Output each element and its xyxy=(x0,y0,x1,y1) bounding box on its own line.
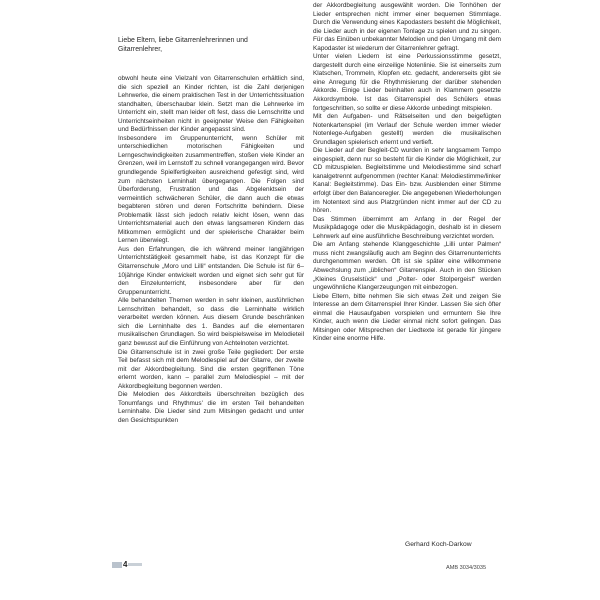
page-number-bar xyxy=(112,562,122,568)
catalog-code: AMB 3034/3035 xyxy=(446,565,487,571)
right-column xyxy=(313,2,501,344)
left-column xyxy=(118,75,304,425)
paragraph: Die Lieder auf der Begleit-CD wurden in sehr langsamem Tempo eingespielt, denn nur so besteht für die Kinder die Möglichkeit, zur CD mitzuspielen. Begleitstimme und Melodiestimme sind scharf kanalgetrennt aufgenommen (rechter Kanal: Melodiestimme/linker Kanal: Begleitstimme). Das Ein- bzw. Ausblenden einer Stimme erfolgt über den Balanceregler. Die angegebenen Wiederholungen im Notentext sind aus Platzgründen nicht immer auf der CD zu hören. xyxy=(313,147,501,215)
page-number: 4 xyxy=(123,560,128,569)
paragraph: Die am Anfang stehende Klanggeschichte „Lilli unter Palmen“ muss nicht zwangsläufig auch am Beginn des Gitarrenunterrichts durchgenommen werden. Oft ist sie später eine willkommene Abwechslung zum „üblichen“ Gitarrenspiel. Auch in den Stücken „Kleines Gruselstück“ und „Polter- oder Stolpergeist“ werden ungewöhnliche Klangerzeugungen mit einbezogen. xyxy=(313,241,501,292)
paragraph: Aus den Erfahrungen, die ich während meiner langjährigen Unterrichtstätigkeit gesammelt habe, ist das Konzept für die Gitarrenschule „Moro und Lilli“ entstanden. Die Schule ist für 6–10jährige Kinder entwickelt worden und eignet sich sehr gut für den Einzelunterricht, insbesondere aber für den Gruppenunterricht. xyxy=(118,245,304,296)
paragraph: Mit den Aufgaben- und Rätselseiten und den beigefügten Notenkartenspiel (im Verlauf der Schule werden immer wieder Notenlege-Aufgaben gestellt) werden die musikalischen Grundlagen spielerisch erlernt und vertieft. xyxy=(313,113,501,146)
paragraph: obwohl heute eine Vielzahl von Gitarrenschulen erhältlich sind, die sich speziell an Kinder richten, ist die Zahl derjenigen Lehrwerke, die einem praktischen Test in der Unterrichtssituation standhalten, überschaubar klein. Setzt man die Lehrwerke im Unterricht ein, stellt man leider oft fest, dass die Lernschritte und Unterrichtseinheiten nicht in geeigneter Weise den Fähigkeiten und Bedürfnissen der Kinder angepasst sind. xyxy=(118,75,304,134)
paragraph: Die Melodien des Akkordteils überschreiten bezüglich des Tonumfangs und Rhythmus' die im ersten Teil behandelten Lerninhalte. Die Lieder sind zum Mitsingen gedacht und unter den Gesichtspunkten xyxy=(118,391,304,424)
greeting-line-1: Liebe Eltern, liebe Gitarrenlehrerinnen und xyxy=(118,37,248,44)
page-number-badge xyxy=(112,560,142,569)
paragraph: Die Gitarrenschule ist in zwei große Teile gegliedert: Der erste Teil befasst sich mit dem Melodiespiel auf der Gitarre, der zweite mit der Akkordbegleitung. Sind die ersten gegriffenen Töne erlernt worden, kann – parallel zum Melodiespiel – mit der Akkordbegleitung begonnen werden. xyxy=(118,348,304,390)
paragraph: Das Stimmen übernimmt am Anfang in der Regel der Musikpädagoge oder die Musikpädagogin, deshalb ist in diesem Lehrwerk auf eine ausführliche Beschreibung verzichtet worden. xyxy=(313,215,501,240)
paragraph: Liebe Eltern, bitte nehmen Sie sich etwas Zeit und zeigen Sie Interesse an dem Gitarrenspiel Ihrer Kinder. Lassen Sie sich öfter einmal die Hausaufgaben vorspielen und ermuntern Sie Ihre Kinder, auch wenn die Lieder einmal nicht sofort gelingen. Das Mitsingen oder Mitsprechen der Liedtexte ist gerade für jüngere Kinder eine enorme Hilfe. xyxy=(313,292,501,343)
paragraph: Insbesondere im Gruppenunterricht, wenn Schüler mit unterschiedlichen motorischen Fähigkeiten und Lerngeschwindigkeiten zusammentreffen, stoßen viele Kinder an Grenzen, weil im Lernstoff zu schnell vorangegangen wird. Bevor grundlegende Spielfertigkeiten ausreichend gefestigt sind, wird zum nächsten Lerninhalt übergegangen. Die Folgen sind Überforderung, Frustration und das Abgelenktsein der vermeintlich schwächeren Schüler, die dann auch die etwas begabteren stören und deren Fortschritte behindern. Diese Problematik lässt sich jedoch relativ leicht lösen, wenn das Unterrichtsmaterial auch den etwas langsameren Kindern das Mitkommen ermöglicht und der spielerische Charakter beim Lernen überwiegt. xyxy=(118,134,304,245)
paragraph: der Akkordbegleitung ausgewählt worden. Die Tonhöhen der Lieder entsprechen nicht immer einer bequemen Stimmlage. Durch die Verwendung eines Kapodasters besteht die Möglichkeit, die Lieder auch in der eigenen Tonlage zu spielen und zu singen. Für das Einüben unbekannter Melodien und den Umgang mit dem Kapodaster ist wiederum der Gitarrenlehrer gefragt. xyxy=(313,2,501,52)
paragraph: Alle behandelten Themen werden in sehr kleinen, ausführlichen Lernschritten behandelt, so dass die Lerninhalte wirklich verarbeitet werden können. Aus diesem Grunde beschränken sich die Lerninhalte des 1. Bandes auf die elementaren musikalischen Grundlagen. So wird beispielsweise im Melodieteil ganz bewusst auf die Einführung von Achtelnoten verzichtet. xyxy=(118,297,304,347)
author-signature: Gerhard Koch-Darkow xyxy=(405,541,472,548)
greeting-line-2: Gitarrenlehrer, xyxy=(118,46,163,54)
paragraph: Unter vielen Liedern ist eine Perkussionsstimme gesetzt, dargestellt durch eine einzeilige Notenlinie. Sie ist einerseits zum Klatschen, Trommeln, Klopfen etc. gedacht, andererseits gibt sie eine Anregung für die Rhythmisierung der darüber stehenden Akkorde. Einige Lieder beinhalten auch in Klammern gesetzte Akkordsymbole. Ist das Gitarrenspiel des Schülers etwas fortgeschritten, so sollte er diese Akkorde unbedingt mitspielen. xyxy=(313,53,501,112)
greeting xyxy=(118,36,308,54)
page-number-tail xyxy=(128,563,142,566)
